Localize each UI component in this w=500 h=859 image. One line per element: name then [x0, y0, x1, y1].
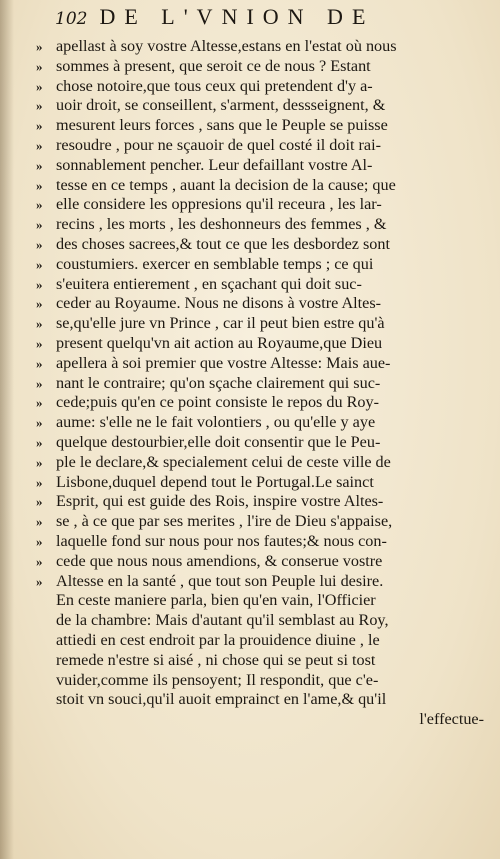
- text-line: [36, 492, 488, 512]
- line-text: elle considere les oppresions qu'il receura , les lar-: [56, 195, 382, 214]
- quotation-marker: »: [36, 355, 43, 371]
- line-text: nant le contraire; qu'on sçache clairement qui suc-: [56, 373, 381, 392]
- page-number: 102: [55, 9, 88, 29]
- line-text: vuider,comme ils pensoyent; Il respondit, que c'e-: [56, 670, 379, 689]
- catchword-line: [56, 710, 488, 730]
- line-text: mesurent leurs forces , sans que le Peuple se puisse: [56, 116, 388, 135]
- text-line: [36, 135, 488, 156]
- gutter-shadow: [0, 0, 14, 859]
- line-text: sonnablement pencher. Leur defaillant vostre Al-: [56, 155, 373, 174]
- quotation-marker: »: [36, 335, 43, 351]
- text-line: [36, 116, 488, 136]
- quotation-marker: »: [36, 236, 43, 252]
- text-line: [56, 591, 488, 611]
- quotation-marker: »: [36, 454, 43, 470]
- line-text: uoir droit, se conseillent, s'arment, dessseignent, &: [56, 96, 386, 115]
- line-text: Altesse en la santé , que tout son Peuple lui desire.: [56, 571, 384, 590]
- line-text: se,qu'elle jure vn Prince , car il peut bien estre qu'à: [56, 314, 385, 333]
- line-text: present quelqu'vn ait action au Royaume,que Dieu: [56, 333, 383, 352]
- running-title: DE L'VNION DE: [99, 4, 375, 29]
- quotation-marker: »: [36, 316, 43, 332]
- quotation-marker: »: [36, 573, 43, 589]
- text-line: [36, 274, 488, 295]
- text-line: [36, 294, 488, 314]
- line-text: remede n'estre si aisé , ni chose qui se peut si tost: [56, 650, 376, 669]
- text-line: [36, 195, 488, 215]
- line-text: cede;puis qu'en ce point consiste le repos du Roy-: [56, 393, 379, 412]
- text-line: [36, 76, 488, 97]
- quotation-marker: »: [36, 197, 43, 213]
- quotation-marker: »: [36, 375, 43, 391]
- line-text: resoudre , pour ne sçauoir de quel costé il doit rai-: [56, 135, 381, 154]
- text-line: [36, 353, 488, 374]
- line-text: attiedi en cest endroit par la prouidence diuine , le: [56, 630, 380, 649]
- quotation-marker: »: [36, 217, 43, 233]
- text-line: [36, 234, 488, 255]
- page-header: [55, 4, 495, 34]
- quotation-marker: »: [36, 395, 43, 411]
- line-text: apellera à soi premier que vostre Altesse: Mais aue-: [56, 353, 391, 372]
- text-line: [36, 373, 488, 394]
- line-text: s'euitera entierement , en sçachant qui doit suc-: [56, 274, 362, 293]
- line-text: quelque destourbier,elle doit consentir que le Peu-: [56, 432, 381, 451]
- text-line: [56, 651, 488, 671]
- quotation-marker: »: [36, 434, 43, 450]
- line-text: sommes à present, que seroit ce de nous ? Estant: [56, 56, 371, 75]
- text-line: [36, 155, 488, 176]
- text-line: [36, 571, 488, 592]
- text-line: [36, 215, 488, 235]
- quotation-marker: »: [36, 118, 43, 134]
- quotation-marker: »: [36, 137, 43, 153]
- line-text: En ceste maniere parla, bien qu'en vain, l'Officier: [56, 591, 376, 610]
- quotation-marker: »: [36, 296, 43, 312]
- text-line: [36, 551, 488, 572]
- quotation-marker: »: [36, 256, 43, 272]
- quotation-marker: »: [36, 177, 43, 193]
- body-text: [36, 37, 488, 730]
- text-line: [56, 690, 488, 710]
- quotation-marker: »: [36, 415, 43, 431]
- line-text: cede que nous nous amendions, & conserue vostre: [56, 551, 383, 570]
- quotation-marker: »: [36, 78, 43, 94]
- quotation-marker: »: [36, 474, 43, 490]
- text-line: [36, 96, 488, 116]
- line-text: apellast à soy vostre Altesse,estans en l'estat où nous: [56, 37, 397, 55]
- text-line: [36, 56, 488, 77]
- text-line: [36, 413, 488, 433]
- text-line: [56, 631, 488, 651]
- line-text: de la chambre: Mais d'autant qu'il semblast au Roy,: [56, 611, 389, 630]
- quotation-marker: »: [36, 98, 43, 114]
- text-line: [36, 37, 488, 57]
- line-text: Lisbone,duquel depend tout le Portugal.Le sainct: [56, 472, 374, 491]
- quotation-marker: »: [36, 514, 43, 530]
- line-text: chose notoire,que tous ceux qui pretendent d'y a-: [56, 76, 373, 95]
- line-text: se , à ce que par ses merites , l'ire de Dieu s'appaise,: [56, 512, 393, 531]
- text-line: [36, 175, 488, 196]
- line-text: Esprit, qui est guide des Rois, inspire vostre Altes-: [56, 492, 384, 511]
- line-text: recins , les morts , les deshonneurs des femmes , &: [56, 215, 387, 234]
- quotation-marker: »: [36, 494, 43, 510]
- text-line: [36, 512, 488, 532]
- line-text: coustumiers. exercer en semblable temps ; ce qui: [56, 254, 374, 273]
- quotation-marker: »: [36, 58, 43, 74]
- line-text: ple le declare,& specialement celui de ceste ville de: [56, 452, 391, 471]
- quotation-marker: »: [36, 533, 43, 549]
- text-line: [36, 432, 488, 453]
- quotation-marker: »: [36, 276, 43, 292]
- text-line: [36, 531, 488, 552]
- text-line: [56, 611, 488, 631]
- text-line: [36, 472, 488, 493]
- line-text: tesse en ce temps , auant la decision de la cause; que: [56, 175, 396, 194]
- line-text: aume: s'elle ne le fait volontiers , ou qu'elle y aye: [56, 413, 376, 432]
- line-text: des choses sacrees,& tout ce que les desbordez sont: [56, 234, 390, 253]
- line-text: stoit vn souci,qu'il auoit emprainct en l'ame,& qu'il: [56, 690, 387, 709]
- quotation-marker: »: [36, 553, 43, 569]
- catchword: l'effectue-: [419, 710, 484, 729]
- quotation-marker: »: [36, 157, 43, 173]
- text-line: [36, 333, 488, 354]
- text-line: [56, 671, 488, 691]
- text-line: [36, 393, 488, 413]
- line-text: laquelle fond sur nous pour nos fautes;& nous con-: [56, 531, 387, 550]
- quotation-marker: »: [36, 39, 43, 54]
- text-line: [36, 452, 488, 473]
- line-text: ceder au Royaume. Nous ne disons à vostre Altes-: [56, 294, 382, 313]
- text-line: [36, 314, 488, 334]
- text-line: [36, 254, 488, 275]
